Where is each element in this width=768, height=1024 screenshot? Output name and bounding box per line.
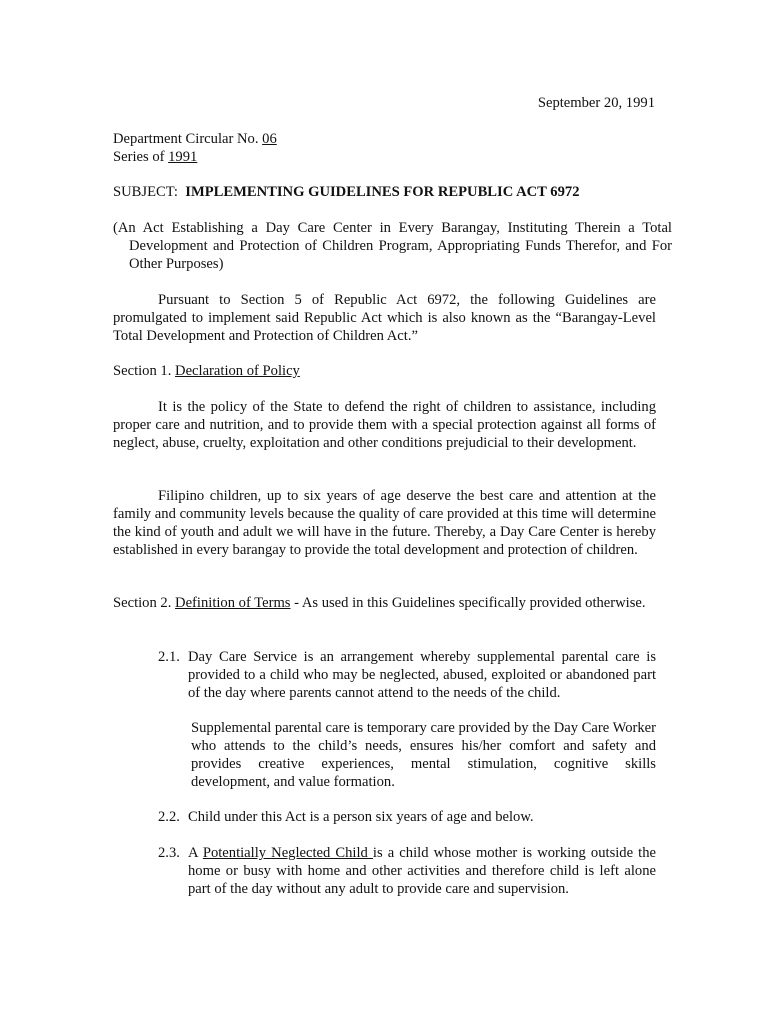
item-2-1-number: 2.1. (158, 649, 180, 665)
item-2-2-body: Child under this Act is a person six years of age and below. (188, 809, 534, 825)
item-2-3-number: 2.3. (158, 845, 180, 861)
item-2-1-text (158, 648, 656, 702)
section-2-title: Definition of Terms (175, 595, 291, 611)
section-1-prefix: Section 1. (113, 363, 176, 379)
section-2-suffix: - As used in this Guidelines specifically provided otherwise. (290, 595, 646, 611)
circular-number-line (113, 130, 277, 148)
section-2-heading (113, 594, 723, 612)
section-1-heading (113, 362, 300, 380)
section-1-title: Declaration of Policy (175, 363, 300, 379)
document-date: September 20, 1991 (537, 95, 655, 111)
section-1-paragraph: It is the policy of the State to defend the right of children to assistance, including proper care and nutrition, and to provide them with a special protection against all forms of neglect, abuse, cruelty, exploitation and other conditions prejudicial to their development. (113, 399, 656, 451)
item-2-3-text (158, 844, 656, 898)
series-line (113, 148, 197, 166)
item-2-3-body: is a child whose mother is working outside the home or busy with home and other activities and therefore child is left alone part of the day without any adult to provide care and supervision. (188, 845, 656, 897)
item-2-2 (158, 808, 534, 826)
circular-prefix: Department Circular No. (113, 131, 263, 147)
item-2-2-number: 2.2. (158, 809, 180, 825)
section-1-paragraph: Filipino children, up to six years of age deserve the best care and attention at the family and community levels because the quality of care provided at this time will determine the kind of youth and adult we will have in the future. Thereby, a Day Care Center is hereby established in every barangay to provide the total development and protection of children. (113, 488, 656, 558)
circular-number: 06 (262, 131, 277, 147)
series-prefix: Series of (113, 149, 169, 165)
series-year: 1991 (168, 149, 198, 165)
item-2-1-sub-paragraph: Supplemental parental care is temporary care provided by the Day Care Worker who attends to the child’s needs, ensures his/her comfort and safety and provides creative experiences, mental stimulation, cognitive skills development, and value formation. (191, 720, 656, 790)
item-2-1-body: Day Care Service is an arrangement whereby supplemental parental care is provided to a child who may be neglected, abused, exploited or abandoned part of the day where parents cannot attend to the needs of the child. (188, 649, 656, 701)
subject-label: SUBJECT: (113, 184, 178, 200)
act-description: (An Act Establishing a Day Care Center in Every Barangay, Instituting Therein a Total Development and Protection of Children Program, Appropriating Funds Therefor, and For Other Purposes) (113, 220, 672, 272)
preamble-paragraph: Pursuant to Section 5 of Republic Act 6972, the following Guidelines are promulgated to implement said Republic Act which is also known as the “Barangay-Level Total Development and Protection of Children Act.” (113, 292, 656, 344)
item-2-3-term: Potentially Neglected Child (202, 845, 373, 861)
section-2-prefix: Section 2. (113, 595, 176, 611)
subject-line (113, 183, 580, 201)
subject-title: IMPLEMENTING GUIDELINES FOR REPUBLIC ACT 6972 (185, 184, 580, 200)
item-2-3-lead: A (188, 845, 203, 861)
